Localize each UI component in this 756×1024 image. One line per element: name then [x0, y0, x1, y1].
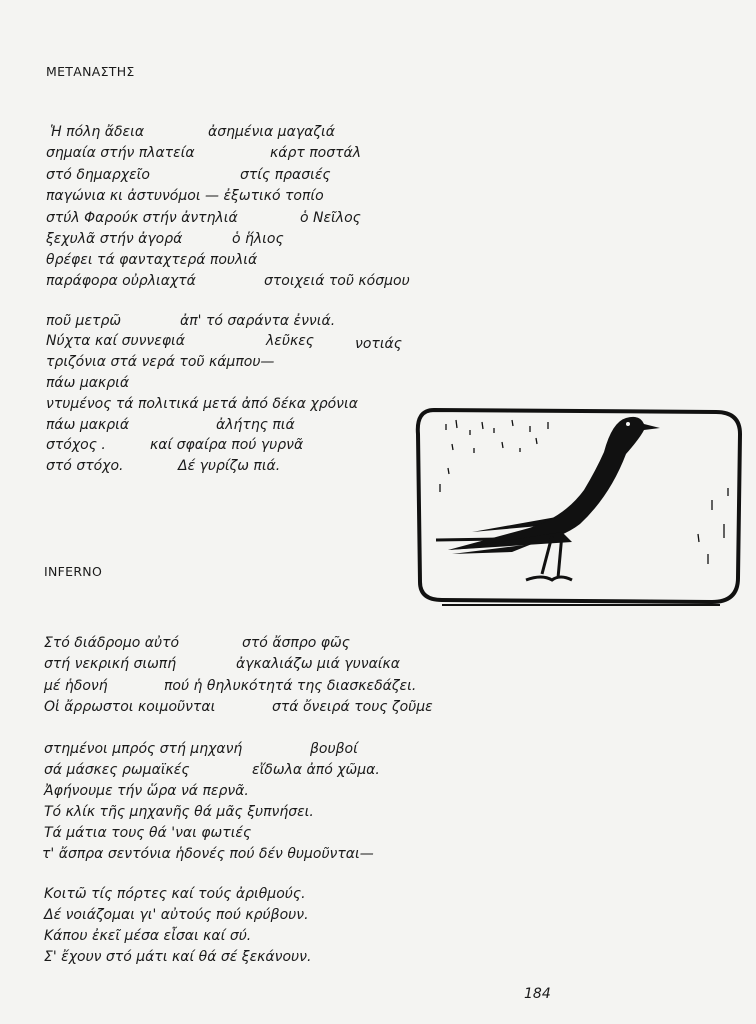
poem-line: στό στόχο. — [46, 458, 124, 474]
poem-line: Στό διάδρομο αὐτό — [44, 635, 180, 651]
poem-line: στημένοι μπρός στή μηχανή — [44, 741, 243, 757]
poem-line: εἴδωλα ἀπό χῶμα. — [252, 762, 380, 778]
poem-line: πού ἡ θηλυκότητά της διασκεδάζει. — [164, 678, 417, 694]
poem-line: στόχος . — [46, 437, 106, 453]
poem-line: πάω μακριά — [46, 417, 130, 433]
poem-line: τ' ἄσπρα σεντόνια ἡδονές πού δέν θυμοῦνται— — [42, 846, 374, 862]
poem-line: σημαία στήν πλατεία — [46, 145, 195, 161]
poem-line: Δέ γυρίζω πιά. — [178, 458, 281, 474]
poem-line: μέ ἡδονή — [44, 678, 108, 694]
poem-line: Ἀφήνουμε τήν ὥρα νά περνᾶ. — [44, 783, 249, 799]
crow-woodcut-icon — [412, 404, 746, 606]
poem-line: στά ὄνειρά τους ζοῦμε — [272, 699, 433, 715]
poem-line: ποῦ μετρῶ — [46, 313, 122, 329]
poem-line: στύλ Φαρούκ στήν ἀντηλιά — [46, 210, 238, 226]
poem-line: λεῦκες — [266, 333, 314, 349]
poem-line: Νύχτα καί συννεφιά — [46, 333, 186, 349]
poem-line: παγώνια κι ἀστυνόμοι — ἐξωτικό τοπίο — [46, 188, 324, 204]
poem-line: Σ' ἔχουν στό μάτι καί θά σέ ξεκάνουν. — [44, 949, 312, 965]
poem-line: στοιχειά τοῦ κόσμου — [264, 273, 410, 289]
poem-line: παράφορα οὐρλιαχτά — [46, 273, 196, 289]
poem-line: ἀπ' τό σαράντα ἐννιά. — [180, 313, 336, 329]
poem-line: ντυμένος τά πολιτικά μετά ἀπό δέκα χρόνια — [46, 396, 358, 412]
poem-line: Οἱ ἄρρωστοι κοιμοῦνται — [44, 699, 216, 715]
poem-line: Τό κλίκ τῆς μηχανῆς θά μᾶς ξυπνήσει. — [44, 804, 314, 820]
poem-line: ὁ Νεῖλος — [300, 210, 361, 226]
poem-line: ἀσημένια μαγαζιά — [208, 124, 335, 140]
poem-line: κάρτ ποστάλ — [270, 145, 362, 161]
poem-line: ξεχυλᾶ στήν ἀγορά — [46, 231, 183, 247]
poem-line: νοτιάς — [355, 336, 402, 352]
poem-line: στό ἄσπρο φῶς — [242, 635, 350, 651]
poem-line: σά μάσκες ρωμαϊκές — [44, 762, 190, 778]
poem-line: ὁ ἥλιος — [232, 231, 284, 247]
poem-line: στή νεκρική σιωπή — [44, 656, 177, 672]
poem-line: Ἡ πόλη ἄδεια — [50, 124, 145, 140]
poem-line: ἀλήτης πιά — [216, 417, 295, 433]
poem-line: στό δημαρχεῖο — [46, 167, 150, 183]
poem-line: θρέφει τά φανταχτερά πουλιά — [46, 252, 258, 268]
poem-line: Κάπου ἐκεῖ μέσα εἶσαι καί σύ. — [44, 928, 252, 944]
poem-line: στίς πρασιές — [240, 167, 331, 183]
poem-line: ἀγκαλιάζω μιά γυναίκα — [236, 656, 401, 672]
poem-title-inferno: INFERNO — [44, 564, 103, 579]
poem-line: τριζόνια στά νερά τοῦ κάμπου— — [46, 354, 275, 370]
poem-line: πάω μακριά — [46, 375, 130, 391]
poem-line: Δέ νοιάζομαι γι' αὐτούς πού κρύβουν. — [44, 907, 309, 923]
poem-title-metanastis: ΜΕΤΑΝΑΣΤΗΣ — [46, 64, 135, 79]
page-number: 184 — [524, 986, 551, 1002]
poem-line: Κοιτῶ τίς πόρτες καί τούς ἀριθμούς. — [44, 886, 306, 902]
poem-line: Τά μάτια τους θά 'ναι φωτιές — [44, 825, 252, 841]
poem-line: καί σφαίρα πού γυρνᾶ — [150, 437, 304, 453]
poem-line: βουβοί — [310, 741, 358, 757]
